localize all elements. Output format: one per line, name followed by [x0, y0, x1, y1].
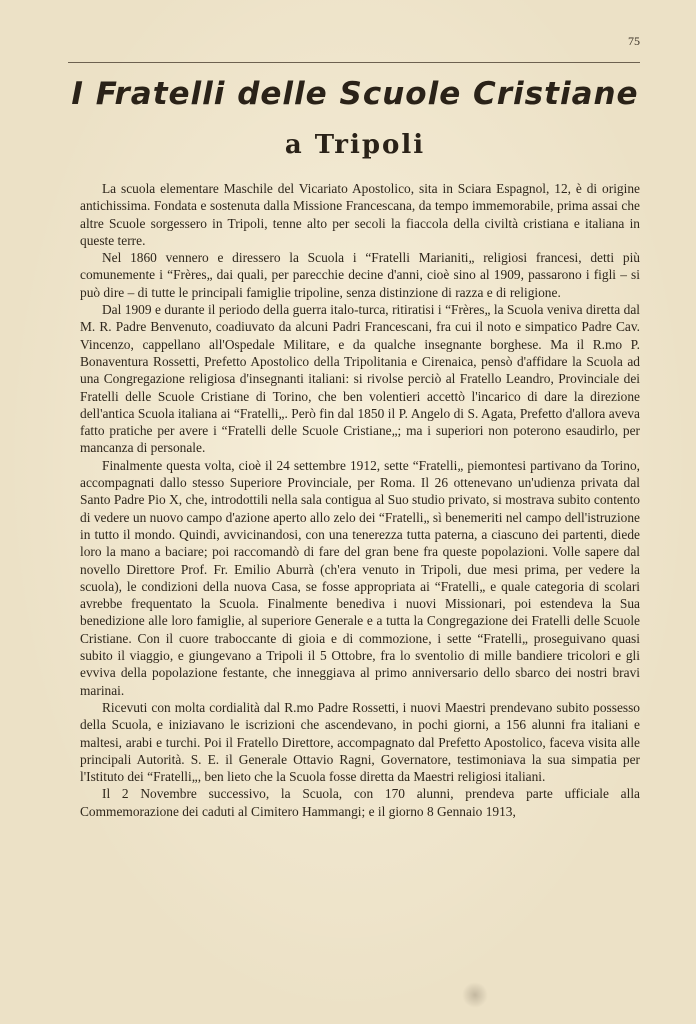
page-number: 75 [628, 34, 640, 48]
article-subtitle: a Tripoli [284, 130, 426, 160]
paper-stain [462, 982, 488, 1008]
article-title: I Fratelli delle Scuole Cristiane [71, 76, 639, 112]
paragraph-4: Finalmente questa volta, cioè il 24 settembre 1912, sette “Fratelli„ piemontesi partivano da Torino, accompagnati dallo stesso Superiore Provinciale, per Roma. Il 26 ottenevano un'udienza privata dal Santo Padre Pio X, che, introdottili nella sala contigua al Suo studio privato, si mostrava subito contento di vedere un nuovo campo d'azione aperto allo zelo dei “Fratelli„ sì benemeriti nel campo dell'istruzione in tutto il mondo. Quindi, avvicinandosi, con una tenerezza tutta paterna, a ciascuno dei partenti, diede loro la mano a baciare; poi raccomandò di fare del gran bene fra queste popolazioni. Volle sapere dal novello Direttore Prof. Fr. Emilio Aburrà (ch'era venuto in Tripoli, due mesi prima, per vedere la scuola), le condizioni della nuova Casa, se fosse appropriata ai “Fratelli„ e quale categoria di scolari avrebbe frequentato la Scuola. Finalmente benediva i nuovi Missionari, poi estendeva la Sua benedizione alle loro famiglie, al superiore Generale e a tutta la Congregazione dei Fratelli delle Scuole Cristiane. Con il cuore traboccante di gioia e di commozione, i sette “Fratelli„ proseguivano quasi subito il viaggio, e giungevano a Tripoli il 5 Ottobre, fra lo sventolio di mille bandiere tricolori e gli evviva della popolazione festante, che inneggiava al primo anniversario dello sbarco dei nostri bravi marinai. [80, 457, 640, 698]
article-body [80, 180, 640, 820]
paragraph-3: Dal 1909 e durante il periodo della guerra italo-turca, ritiratisi i “Frères„ la Scuola veniva diretta dal M. R. Padre Benvenuto, coadiuvato da alcuni Padri Francescani, fra cui il noto e simpatico Padre Cav. Vincenzo, cappellano all'Ospedale Militare, e da qualche insegnante borghese. Ma il R.mo P. Bonaventura Rossetti, Prefetto Apostolico della Tripolitania e Cirenaica, pensò d'affidare la Scuola ad una Congregazione religiosa d'insegnanti italiani: si rivolse perciò al Fratello Leandro, Provinciale dei Fratelli delle Scuole Cristiane di Torino, che ben volentieri accettò l'incarico di dare la direzione dell'antica Scuola italiana ai “Fratelli„. Però fin dal 1850 il P. Angelo di S. Agata, Prefetto d'allora aveva fatto pratiche per avere i “Fratelli delle Scuole Cristiane„; ma i superiori non poterono esaudirlo, per mancanza di personale. [80, 302, 640, 456]
paragraph-1: La scuola elementare Maschile del Vicariato Apostolico, sita in Sciara Espagnol, 12, è di origine antichissima. Fondata e sostenuta dalla Missione Francescana, da tempo immemorabile, prima assai che altre Scuole sorgessero in Tripoli, tenne alto per secoli la fiaccola della civiltà cristiana e italiana in queste terre. [80, 181, 640, 248]
paragraph-6: Il 2 Novembre successivo, la Scuola, con 170 alunni, prendeva parte ufficiale alla Commemorazione dei caduti al Cimitero Hammangi; e il giorno 8 Gennaio 1913, [80, 786, 640, 819]
paragraph-5: Ricevuti con molta cordialità dal R.mo Padre Rossetti, i nuovi Maestri prendevano subito possesso della Scuola, e iniziavano le iscrizioni che ascendevano, in pochi giorni, a 156 alunni fra italiani e maltesi, arabi e turchi. Poi il Fratello Direttore, accompagnato dal Prefetto Apostolico, faceva visita alle principali Autorità. S. E. il Generale Ottavio Ragni, Governatore, testimoniava la sua simpatia per l'Istituto dei “Fratelli„, ben lieto che la Scuola fosse diretta da Maestri religiosi italiani. [80, 699, 640, 785]
header-rule [68, 62, 640, 63]
paragraph-2: Nel 1860 vennero e diressero la Scuola i “Fratelli Marianiti„ religiosi francesi, detti più comunemente i “Frères„ dai quali, per parecchie decine d'anni, cioè sino al 1909, passarono i figli – si può dire – di tutte le principali famiglie tripoline, senza distinzione di razza e di religione. [80, 250, 640, 300]
